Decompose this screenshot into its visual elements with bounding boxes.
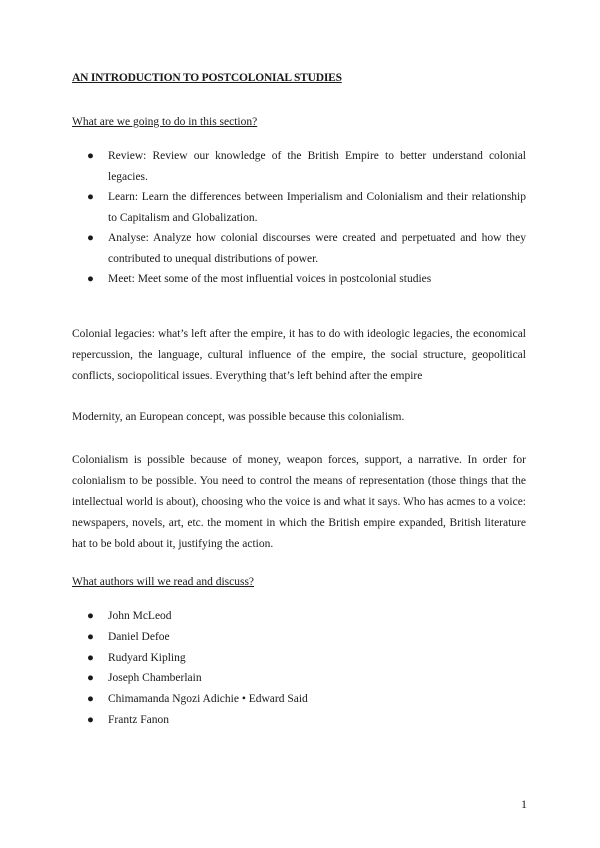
section-heading-goals: What are we going to do in this section? [72,116,258,128]
bullet-icon: ● [87,191,94,203]
author-name: Joseph Chamberlain [108,672,202,685]
list-item [72,627,526,648]
list-item [72,269,526,290]
list-item [72,668,526,689]
author-name: Chimamanda Ngozi Adichie • Edward Said [108,693,308,706]
bullet-icon: ● [87,713,94,726]
bullet-icon: ● [87,672,94,685]
bullet-icon: ● [87,273,94,285]
author-name: Frantz Fanon [108,713,170,726]
bullet-icon: ● [87,232,94,244]
list-item-text: Review: Review our knowledge of the British Empire to better understand colonial legacies. [108,150,526,183]
list-item-text: Meet: Meet some of the most influential voices in postcolonial studies [108,273,432,285]
list-item [72,606,526,627]
section-heading-authors: What authors will we read and discuss? [72,576,255,588]
bullet-icon: ● [87,630,94,643]
list-item [72,648,526,669]
paragraph-colonial-legacies: Colonial legacies: what’s left after the empire, it has to do with ideologic legacies, the economical repercussion, the language, cultural influence of the empire, the social structure, geopolitical conflicts, sociopolitical issues. Everything that’s left behind after the empire [72,328,526,382]
document-title: AN INTRODUCTION TO POSTCOLONIAL STUDIES [72,72,342,84]
list-item-text: Analyse: Analyze how colonial discourses were created and perpetuated and how they contributed to unequal distributions of power. [108,232,526,265]
author-name: Daniel Defoe [108,630,170,643]
list-item [72,146,526,187]
goals-list [72,146,526,290]
list-item [72,228,526,269]
bullet-icon: ● [87,651,94,664]
list-item [72,689,526,710]
paragraph-modernity: Modernity, an European concept, was possible because this colonialism. [72,411,405,423]
list-item [72,187,526,228]
list-item-text: Learn: Learn the differences between Imperialism and Colonialism and their relationship to Capitalism and Globalization. [108,191,526,224]
authors-list [72,606,526,731]
bullet-icon: ● [87,150,94,162]
bullet-icon: ● [87,610,94,622]
author-name: John McLeod [108,610,172,622]
paragraph-colonialism: Colonialism is possible because of money, weapon forces, support, a narrative. In order for colonialism to be possible. You need to control the means of representation (those things that the intellectual world is about), choosing who the voice is and what it says. Who has acmes to a voice: newspapers, novels, art, etc. the moment in which the British empire expanded, British literature hat to be bold about it, justifying the action. [72,454,526,550]
bullet-icon: ● [87,693,94,706]
page-number: 1 [521,797,527,811]
list-item [72,710,526,731]
author-name: Rudyard Kipling [108,651,186,664]
